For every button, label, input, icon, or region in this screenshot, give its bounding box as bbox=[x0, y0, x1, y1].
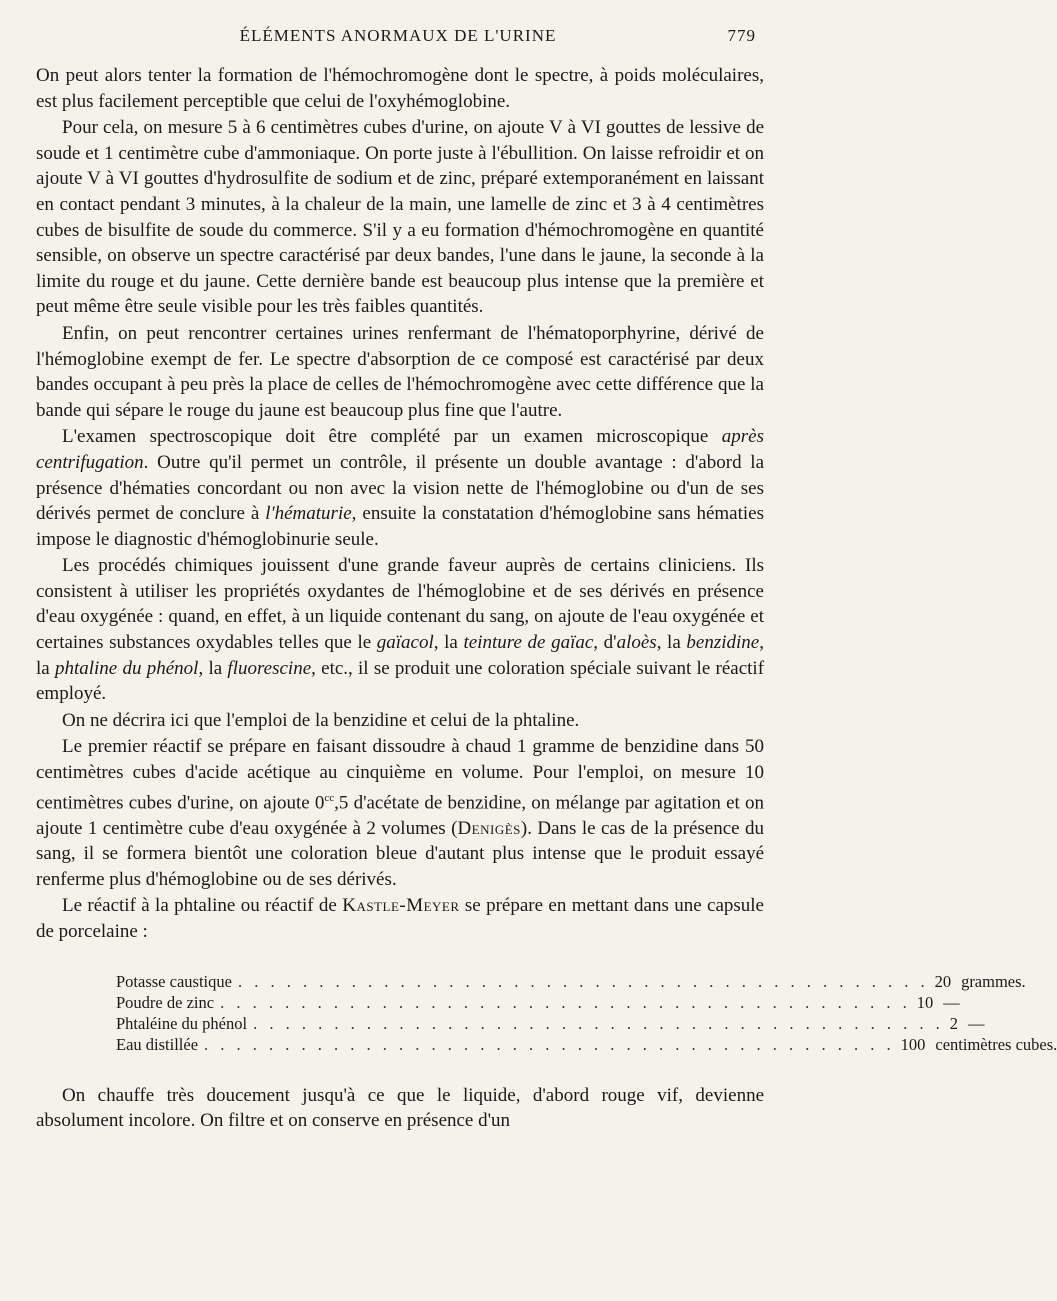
leader-dots: . . . . . . . . . . . . . . . . . . . . . . . . . . . . . . . . . . . . . . . . . . . bbox=[204, 1034, 895, 1054]
paragraph bbox=[36, 321, 764, 423]
text-run: , la bbox=[433, 632, 464, 654]
ingredient-quantity: 100 bbox=[900, 1034, 926, 1054]
text-run: Enfin, on peut rencontrer certaines urines renfermant de l'hématoporphyrine, dérivé de l'hémoglobine exempt de fer. Le spectre d'absorption de ce composé est caractérisé par deux bandes occupant à peu près la place de celles de l'hémochromogène avec cette différence que la bande qui sépare le rouge du jaune est beaucoup plus fine que l'autre. bbox=[36, 322, 764, 421]
ingredient-quantity: 10 bbox=[916, 992, 934, 1012]
italic-term: l'hématurie bbox=[265, 503, 352, 525]
paragraph bbox=[36, 708, 764, 734]
recipe-row bbox=[116, 971, 1026, 992]
text-run: Les procédés chimiques jouissent d'une grande faveur auprès de certains cliniciens. Ils consistent à utiliser les propriétés oxydantes de l'hémoglobine et de ses dérivés en présence d'eau oxygénée : quand, en effet, à un liquide contenant du sang, on ajoute de l'eau oxygénée et certaines substances oxydables telles que le bbox=[36, 555, 764, 654]
italic-term: après centrifugation bbox=[36, 426, 764, 473]
leader-dots: . . . . . . . . . . . . . . . . . . . . . . . . . . . . . . . . . . . . . . . . . . . bbox=[220, 992, 911, 1012]
superscript: cc bbox=[324, 791, 335, 804]
italic-term: gaïacol bbox=[376, 632, 434, 654]
text-run: , la bbox=[198, 657, 228, 679]
leader-dots: . . . . . . . . . . . . . . . . . . . . . . . . . . . . . . . . . . . . . . . . . . . bbox=[237, 971, 929, 991]
ingredient-quantity: 20 bbox=[934, 971, 952, 991]
author-name: Kastle-Meyer bbox=[342, 895, 460, 917]
text-run: . Outre qu'il permet un contrôle, il présente un double avantage : d'abord la présence d'hématies concordant ou non avec la vision nette de l'hémoglobine ou d'un de ses dérivés permet de conclure à bbox=[36, 451, 764, 525]
text-run: On ne décrira ici que l'emploi de la benzidine et celui de la phtaline. bbox=[62, 709, 580, 731]
text-run: Pour cela, on mesure 5 à 6 centimètres cubes d'urine, on ajoute V à VI gouttes de lessive de soude et 1 centimètre cube d'ammoniaque. On porte juste à l'ébullition. On laisse refroidir et on ajoute V à VI gouttes d'hydrosulfite de sodium et de zinc, préparé extemporanément en laissant en contact pendant 3 minutes, à la chaleur de la main, une lamelle de zinc et 3 à 4 centimètres cubes de bisulfite de soude du commerce. S'il y a eu formation d'hémochromogène en quantité sensible, on observe un spectre caractérisé par deux bandes, l'une dans le jaune, la seconde à la limite du rouge et du jaune. Cette dernière bande est beaucoup plus intense que la première et peut même être seule visible pour les très faibles quantités. bbox=[36, 117, 764, 318]
text-run: , la bbox=[656, 632, 687, 654]
leader-dots: . . . . . . . . . . . . . . . . . . . . . . . . . . . . . . . . . . . . . . . . . . . bbox=[253, 1013, 944, 1033]
recipe-row bbox=[116, 1013, 985, 1034]
paragraphs bbox=[36, 63, 764, 945]
text-run: ,5 d'acétate de benzidine, on mélange par agitation et on ajoute 1 centimètre cube d'eau oxygénée à 2 volumes ( bbox=[36, 791, 765, 839]
ingredient-name: Potasse caustique bbox=[116, 971, 232, 991]
text-run: , ensuite la constatation d'hémoglobine sans hématies impose le diagnostic d'hémoglobinurie seule. bbox=[36, 503, 765, 550]
ingredient-unit: — bbox=[943, 992, 960, 1012]
text-run: On peut alors tenter la formation de l'hémochromogène dont le spectre, à poids moléculaires, est plus facilement perceptible que celui de l'oxyhémoglobine. bbox=[36, 65, 764, 112]
running-header bbox=[40, 26, 756, 52]
paragraph bbox=[36, 734, 764, 892]
text-run: Le réactif à la phtaline ou réactif de bbox=[62, 895, 343, 917]
ingredient-name: Phtaléine du phénol bbox=[116, 1013, 248, 1033]
paragraph bbox=[36, 553, 764, 707]
text-run: L'examen spectroscopique doit être complété par un examen microscopique bbox=[62, 426, 722, 448]
recipe-table bbox=[116, 971, 1057, 1055]
italic-term: aloès bbox=[616, 632, 657, 654]
closing-paragraph: On chauffe très doucement jusqu'à ce que le liquide, d'abord rouge vif, devienne absolument incolore. On filtre et on conserve en présence d'un bbox=[36, 1084, 764, 1132]
running-title: ÉLÉMENTS ANORMAUX DE L'URINE bbox=[239, 26, 557, 45]
paragraph bbox=[36, 63, 764, 114]
page-number: 779 bbox=[727, 26, 756, 45]
text-run: se prépare en mettant dans une capsule de porcelaine : bbox=[36, 895, 764, 942]
text-run: Le premier réactif se prépare en faisant dissoudre à chaud 1 gramme de benzidine dans 50 centimètres cubes d'acide acétique au cinquième en volume. Pour l'emploi, on mesure 10 centimètres cubes d'urine, on ajoute 0 bbox=[36, 736, 764, 813]
paragraph bbox=[36, 893, 764, 944]
italic-term: teinture de gaïac bbox=[463, 632, 594, 654]
ingredient-name: Eau distillée bbox=[116, 1034, 199, 1054]
recipe-row bbox=[116, 992, 960, 1013]
ingredient-unit: — bbox=[967, 1013, 985, 1033]
text-run: , d' bbox=[593, 632, 617, 654]
italic-term: phtaline du phénol bbox=[54, 657, 199, 679]
paragraph bbox=[36, 115, 764, 320]
text-run: , etc., il se produit une coloration spéciale suivant le réactif employé. bbox=[36, 657, 765, 705]
paragraph bbox=[36, 424, 764, 552]
ingredient-unit: grammes. bbox=[961, 971, 1026, 991]
page-body bbox=[36, 63, 1057, 1134]
italic-term: benzidine bbox=[686, 632, 760, 654]
ingredient-name: Poudre de zinc bbox=[116, 992, 215, 1012]
author-name: Denigès bbox=[457, 817, 521, 839]
text-run: , la bbox=[36, 632, 764, 679]
text-run: ). Dans le cas de la présence du sang, il se formera bientôt une coloration bleue d'autant plus intense que le produit essayé renferme plus d'hémoglobine ou de ses dérivés. bbox=[36, 817, 764, 890]
ingredient-unit: centimètres cubes. bbox=[935, 1034, 1057, 1054]
ingredient-quantity: 2 bbox=[949, 1013, 958, 1033]
italic-term: fluorescine bbox=[227, 657, 312, 679]
recipe-row bbox=[116, 1034, 1057, 1055]
